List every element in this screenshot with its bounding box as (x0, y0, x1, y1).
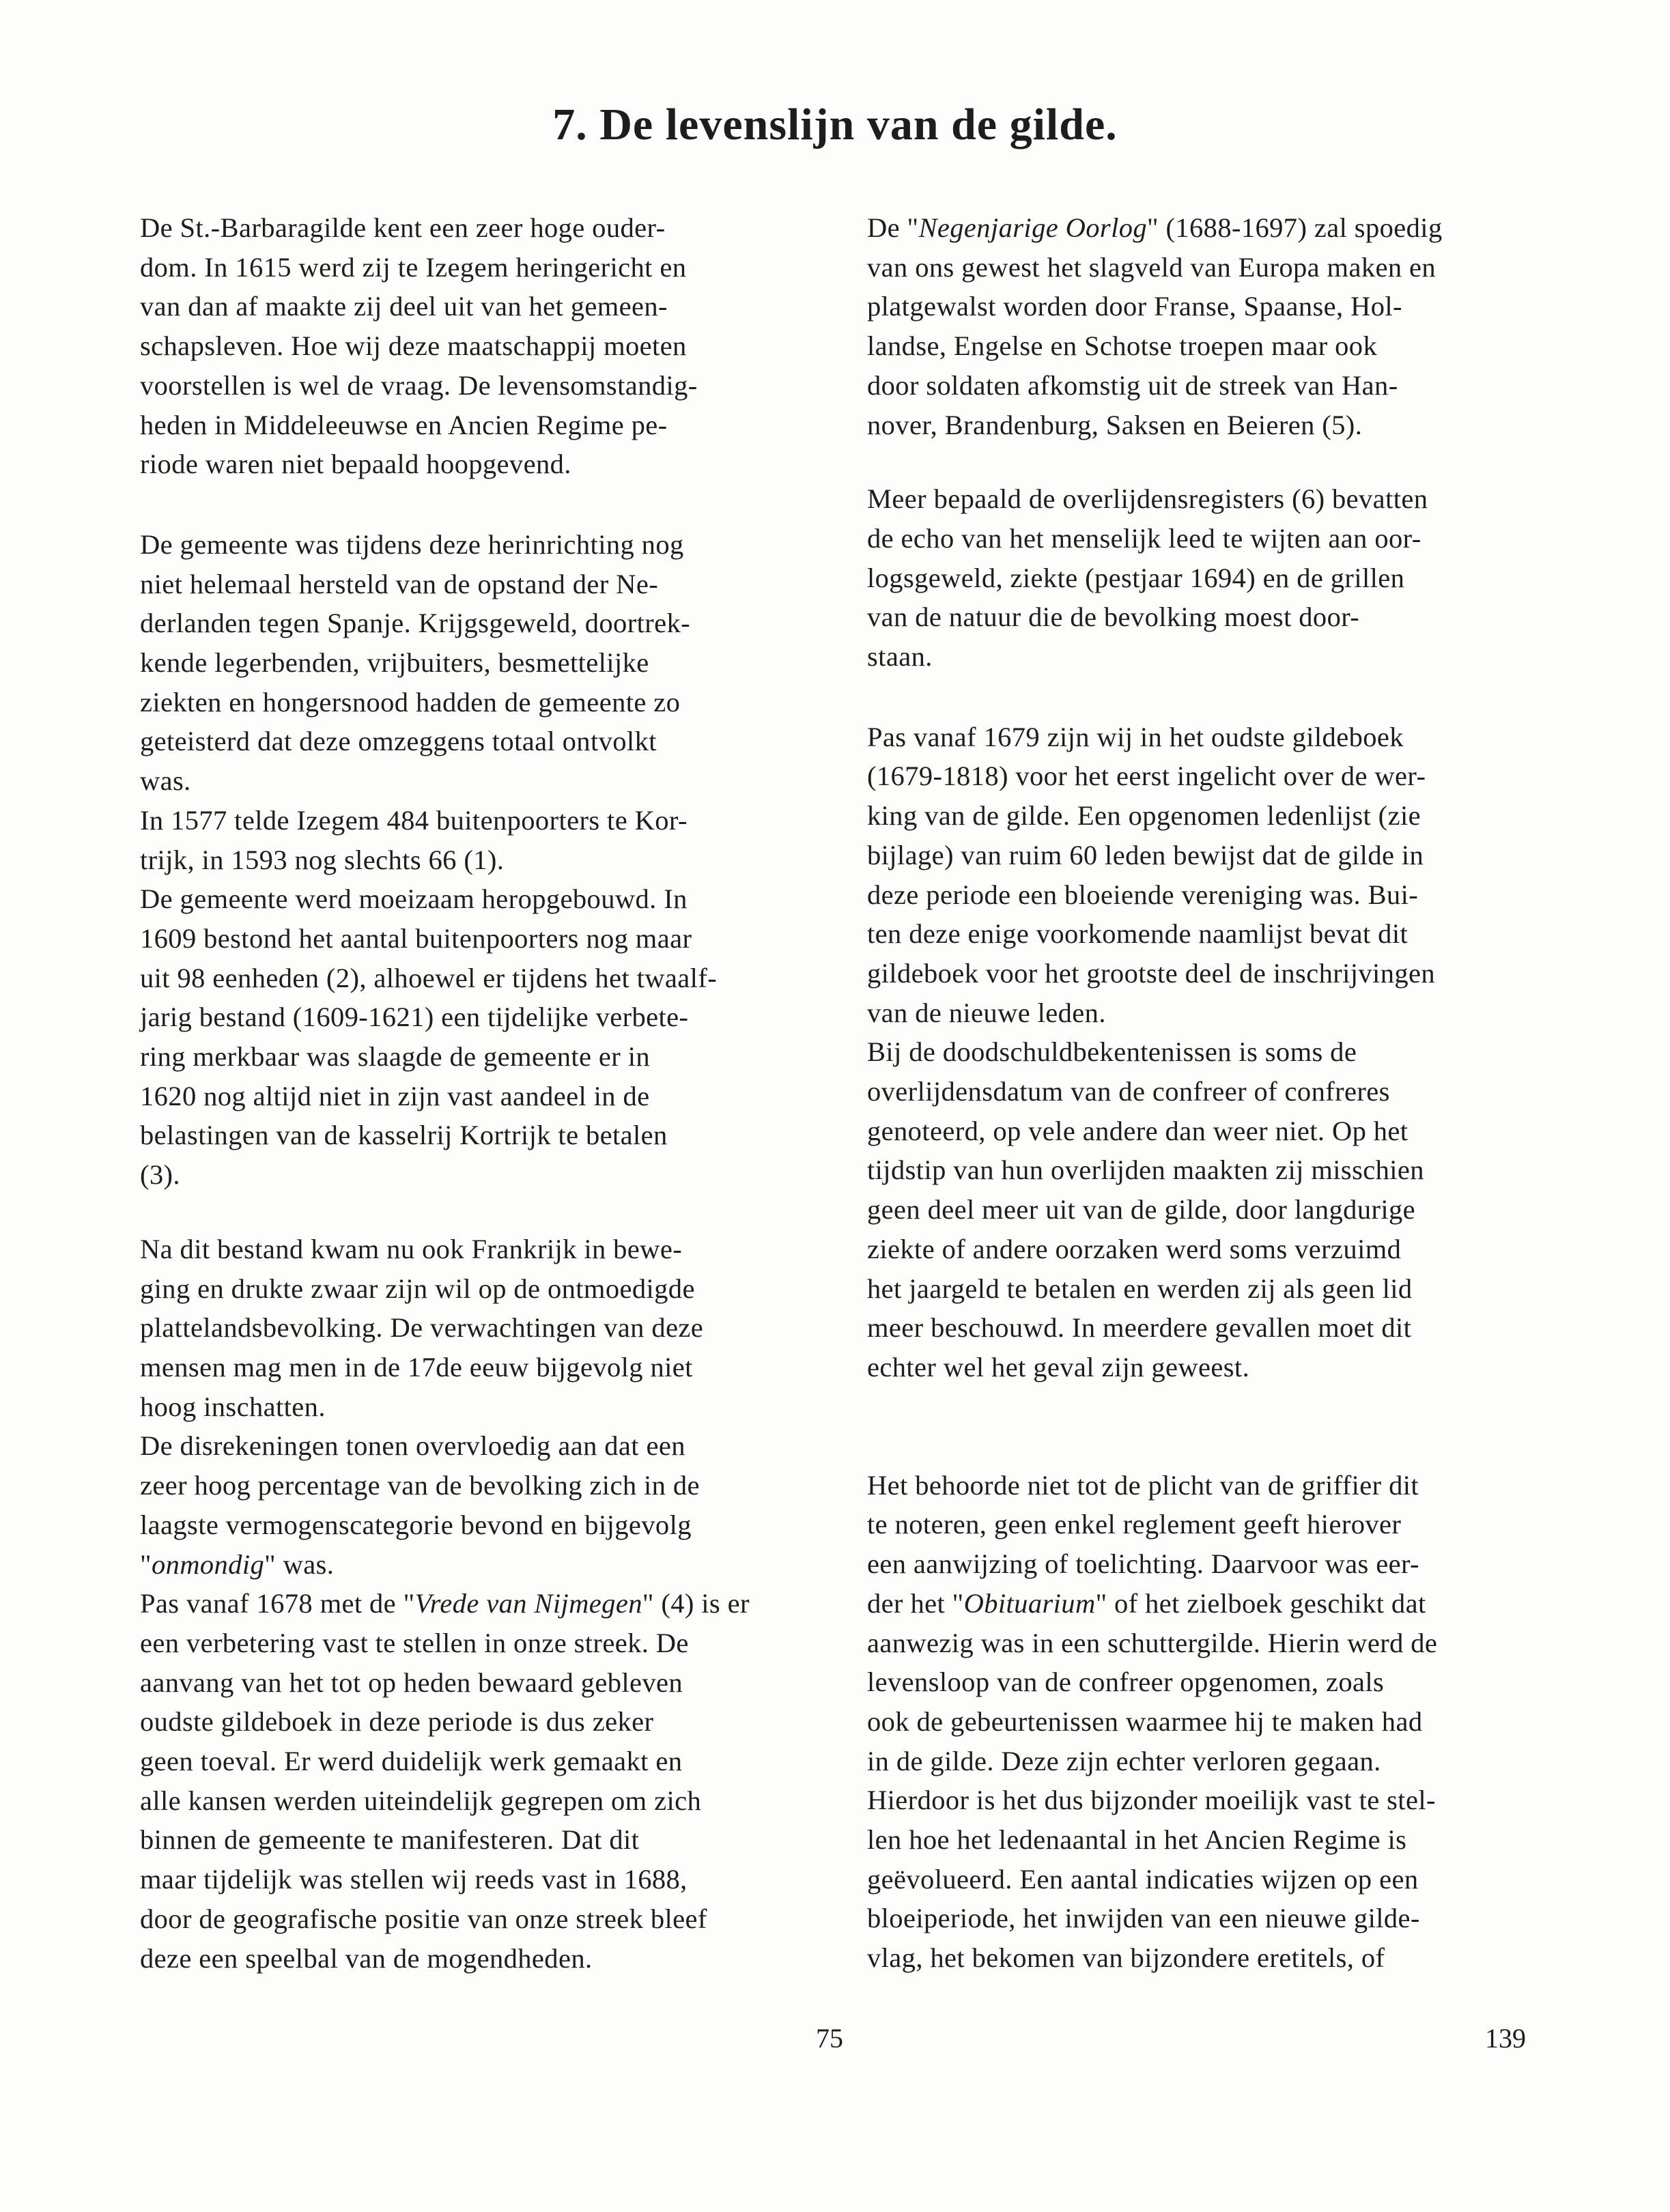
paragraph-10: Pas vanaf 1679 zijn wij in het oudste gildeboek (1679-1818) voor het eerst ingelicht over de wer- king van de gilde. Een opgenomen ledenlijst (zie bijlage) van ruim 60 leden bewijst dat de gilde in deze periode een bloeiende vereniging was. Bui- ten deze enige voorkomende naamlijst bevat dit gildeboek voor het grootste deel de inschrijvingen van de nieuwe leden. (867, 721, 1436, 1028)
paragraph-5: Na dit bestand kwam nu ook Frankrijk in bewe- ging en drukte zwaar zijn wil op de ontmoedigde plattelandsbevolking. De verwachtingen van deze mensen mag men in de 17de eeuw bijgevolg niet hoog inschatten. (140, 1233, 704, 1422)
paragraph-7: Pas vanaf 1678 met de "Vrede van Nijmegen" (4) is er een verbetering vast te stellen in onze streek. De aanvang van het tot op heden bewaard gebleven oudste gildeboek in deze periode is dus zeker geen toeval. Er werd duidelijk werk gemaakt en alle kansen werden uiteindelijk gegrepen om zich binnen de gemeente te manifesteren. Dat dit maar tijdelijk was stellen wij reeds vast in 1688, door de geografische positie van onze streek bleef deze een speelbal van de mogendheden. (140, 1588, 750, 1974)
paragraph-3: In 1577 telde Izegem 484 buitenpoorters te Kor- trijk, in 1593 nog slechts 66 (1). (140, 804, 688, 875)
left-column (140, 208, 795, 1978)
paragraph-11: Bij de doodschuldbekentenissen is soms de overlijdensdatum van de confreer of confreres genoteerd, op vele andere dan weer niet. Op het tijdstip van hun overlijden maakten zij misschien geen deel meer uit van de gilde, door langdurige ziekte of andere oorzaken werd soms verzuimd het jaargeld te betalen en werden zij als geen lid meer beschouwd. In meerdere gevallen moet dit echter wel het geval zijn geweest. (867, 1036, 1424, 1382)
page-number-center: 75 (816, 2023, 843, 2054)
paragraph-9: Meer bepaald de overlijdensregisters (6) bevatten de echo van het menselijk leed te wijten aan oor- logsgeweld, ziekte (pestjaar 1694) en de grillen van de natuur die de bevolking moest door- staan. (867, 483, 1428, 672)
page-title: 7. De levenslijn van de gilde. (552, 100, 1118, 150)
paragraph-1: De St.-Barbaragilde kent een zeer hoge ouder- dom. In 1615 werd zij te Izegem heringericht en van dan af maakte zij deel uit van het gemeen- schapsleven. Hoe wij deze maatschappij moeten voorstellen is wel de vraag. De levensomstandig- heden in Middeleeuwse en Ancien Regime pe- riode waren niet bepaald hoopgevend. (140, 212, 698, 480)
paragraph-8: De "Negenjarige Oorlog" (1688-1697) zal spoedig van ons gewest het slagveld van Europa maken en platgewalst worden door Franse, Spaanse, Hol- landse, Engelse en Schotse troepen maar ook door soldaten afkomstig uit de streek van Han- nover, Brandenburg, Saksen en Beieren (5). (867, 212, 1443, 440)
right-column (867, 208, 1523, 1978)
paragraph-2: De gemeente was tijdens deze herinrichting nog niet helemaal hersteld van de opstand der Ne- derlanden tegen Spanje. Krijgsgeweld, doortrek- kende legerbenden, vrijbuiters, besmettelijke ziekten en hongersnood hadden de gemeente zo geteisterd dat deze omzeggens totaal ontvolkt was. (140, 528, 691, 797)
paragraph-6: De disrekeningen tonen overvloedig aan dat een zeer hoog percentage van de bevolking zich in de laagste vermogenscategorie bevond en bijgevolg "onmondig" was. (140, 1430, 700, 1580)
paragraph-12: Het behoorde niet tot de plicht van de griffier dit te noteren, geen enkel reglement geeft hierover een aanwijzing of toelichting. Daarvoor was eer- der het "Obituarium" of het zielboek geschikt dat aanwezig was in een schuttergilde. Hierin werd de levensloop van de confreer opgenomen, zoals ook de gebeurtenissen waarmee hij te maken had in de gilde. Deze zijn echter verloren gegaan. Hierdoor is het dus bijzonder moeilijk vast te stel- len hoe het ledenaantal in het Ancien Regime is geëvolueerd. Een aantal indicaties wijzen op een bloeiperiode, het inwijden van een nieuwe gilde- vlag, het bekomen van bijzondere eretitels, of (867, 1469, 1438, 1974)
page-number-right: 139 (1485, 2023, 1526, 2054)
paragraph-4: De gemeente werd moeizaam heropgebouwd. In 1609 bestond het aantal buitenpoorters nog maar uit 98 eenheden (2), alhoewel er tijdens het twaalf- jarig bestand (1609-1621) een tijdelijke verbete- ring merkbaar was slaagde de gemeente er in 1620 nog altijd niet in zijn vast aandeel in de belastingen van de kasselrij Kortrijk te betalen (3). (140, 883, 718, 1191)
